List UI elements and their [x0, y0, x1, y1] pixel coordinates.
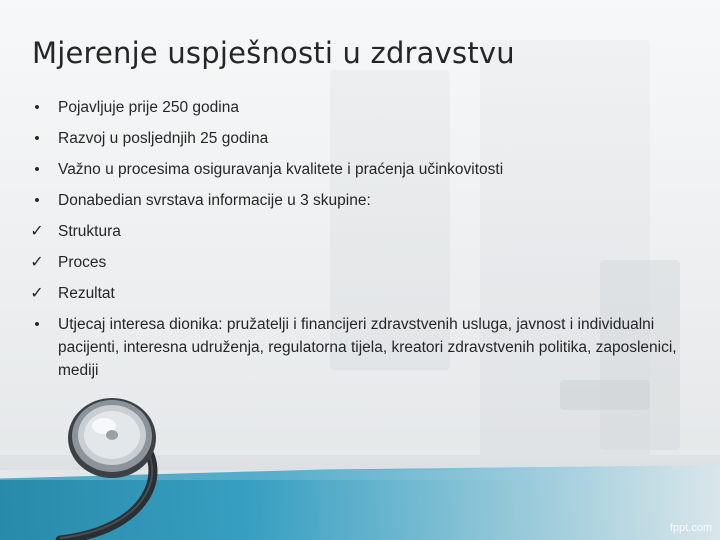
list-item-text: Proces: [58, 254, 107, 271]
checkmark-icon: ✓: [30, 285, 44, 302]
list-item: [28, 220, 688, 243]
slide-title: Mjerenje uspješnosti u zdravstvu: [32, 36, 515, 70]
list-item: [28, 96, 688, 119]
checkmark-icon: ✓: [30, 223, 44, 240]
bullet-icon: •: [34, 99, 40, 116]
stethoscope-image: [0, 380, 200, 540]
list-item-text: Utjecaj interesa dionika: pružatelji i financijeri zdravstvenih usluga, javnost i individualni pacijenti, interesna udruženja, regulatorna tijela, kreatori zdravstvenih politika, zaposlenici, mediji: [58, 316, 677, 379]
list-item-text: Rezultat: [58, 285, 115, 302]
list-item-text: Struktura: [58, 223, 121, 240]
bullet-icon: •: [34, 161, 40, 178]
list-item-text: Važno u procesima osiguravanja kvalitete i praćenja učinkovitosti: [58, 161, 504, 178]
list-item-text: Donabedian svrstava informacije u 3 skupine:: [58, 192, 371, 209]
list-item: [28, 251, 688, 274]
bullet-icon: •: [34, 192, 40, 209]
bullet-icon: •: [34, 316, 40, 333]
checkmark-icon: ✓: [30, 254, 44, 271]
list-item: [28, 313, 688, 382]
bullet-list: [28, 96, 688, 390]
list-item-text: Razvoj u posljednjih 25 godina: [58, 130, 269, 147]
list-item: [28, 189, 688, 212]
list-item: [28, 127, 688, 150]
list-item: [28, 158, 688, 181]
list-item: [28, 282, 688, 305]
footer-text: fppt.com: [669, 522, 712, 534]
list-item-text: Pojavljuje prije 250 godina: [58, 99, 239, 116]
bullet-icon: •: [34, 130, 40, 147]
